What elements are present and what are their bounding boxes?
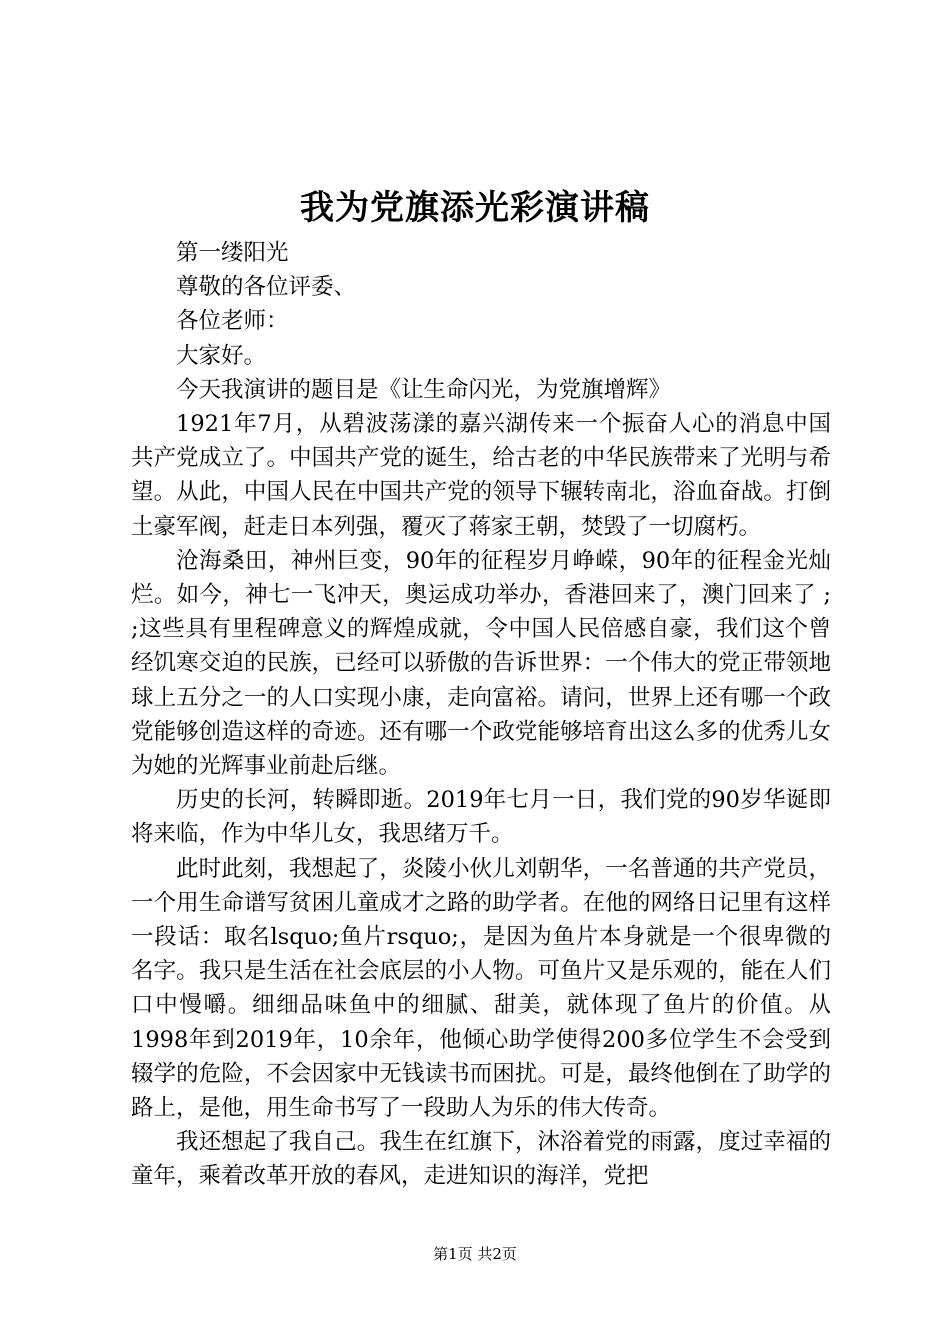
paragraph: 尊敬的各位评委、 bbox=[176, 274, 357, 301]
document-body bbox=[131, 236, 831, 1194]
paragraph: 历史的长河，转瞬即逝。2019年七月一日，我们党的90岁华诞即将来临，作为中华儿女，我思绪万千。 bbox=[131, 787, 831, 848]
page-footer: 第1页 共2页 bbox=[433, 1245, 517, 1263]
paragraph: 大家好。 bbox=[176, 342, 267, 369]
paragraph: 1921年7月，从碧波荡漾的嘉兴湖传来一个振奋人心的消息中国共产党成立了。中国共产党的诞生，给古老的中华民族带来了光明与希望。从此，中国人民在中国共产党的领导下辗转南北，浴血奋战。打倒土豪军阀，赶走日本列强，覆灭了蒋家王朝，焚毁了一切腐朽。 bbox=[131, 411, 831, 540]
paragraph: 各位老师： bbox=[176, 308, 289, 335]
paragraph: 第一缕阳光 bbox=[176, 240, 289, 266]
paragraph: 今天我演讲的题目是《让生命闪光，为党旗增辉》 bbox=[176, 376, 672, 403]
paragraph: 沧海桑田，神州巨变，90年的征程岁月峥嵘，90年的征程金光灿烂。如今，神七一飞冲天，奥运成功举办，香港回来了，澳门回来了 ; ;这些具有里程碑意义的辉煌成就，令中国人民倍感自豪，我们这个曾经饥寒交迫的民族，已经可以骄傲的告诉世界：一个伟大的党正带领地球上五分之一的人口实现小康，走向富裕。请问，世界上还有哪一个政党能够创造这样的奇迹。还有哪一个政党能够培育出这么多的优秀儿女为她的光辉事业前赴后继。 bbox=[131, 547, 831, 780]
paragraph: 此时此刻，我想起了，炎陵小伙儿刘朝华，一名普通的共产党员，一个用生命谱写贫困儿童成才之路的助学者。在他的网络日记里有这样一段话：取名lsquo;鱼片rsquo;，是因为鱼片本身就是一个很卑微的名字。我只是生活在社会底层的小人物。可鱼片又是乐观的，能在人们口中慢嚼。细细品味鱼中的细腻、甜美，就体现了鱼片的价值。从1998年到2019年，10余年，他倾心助学使得200多位学生不会受到辍学的危险，不会因家中无钱读书而困扰。可是，最终他倒在了助学的路上，是他，用生命书写了一段助人为乐的伟大传奇。 bbox=[131, 855, 831, 1122]
document-title: 我为党旗添光彩演讲稿 bbox=[300, 188, 650, 228]
paragraph: 我还想起了我自己。我生在红旗下，沐浴着党的雨露，度过幸福的童年，乘着改革开放的春风，走进知识的海洋，党把 bbox=[131, 1129, 831, 1190]
